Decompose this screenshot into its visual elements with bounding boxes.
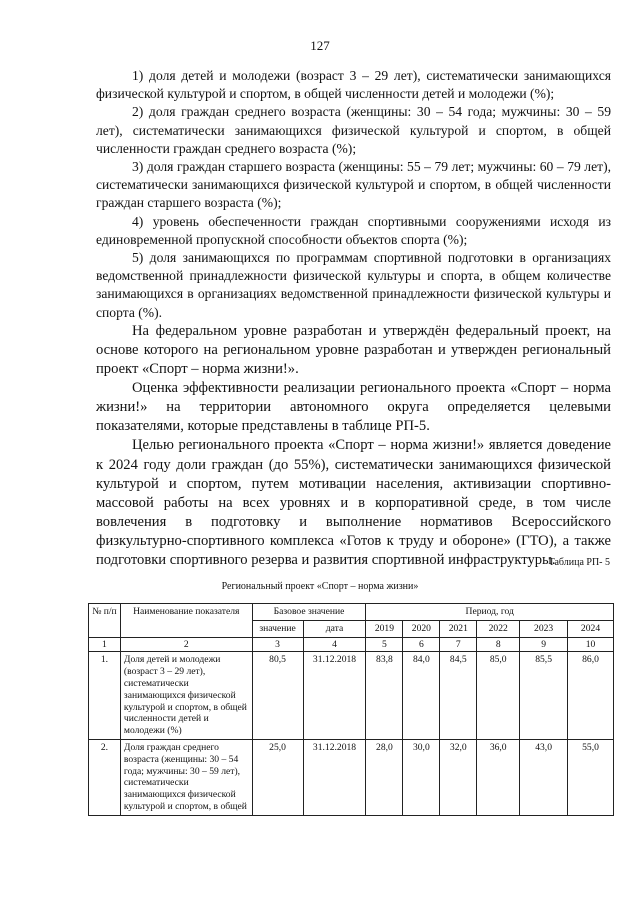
row-year-value: 83,8 [366, 652, 403, 740]
header-year: 2020 [403, 620, 440, 637]
column-number: 6 [403, 637, 440, 652]
column-number: 7 [440, 637, 477, 652]
row-year-value: 32,0 [440, 739, 477, 815]
page-number: 127 [310, 38, 330, 53]
header-year: 2019 [366, 620, 403, 637]
row-indicator-name: Доля детей и молодежи (возраст 3 – 29 лет), систематически занимающихся физической культурой и спортом, в общей численности детей и молодежи (%) [120, 652, 252, 740]
column-number: 9 [520, 637, 568, 652]
header-period: Период, год [366, 604, 614, 621]
paragraph-indicator-2: 2) доля граждан среднего возраста (женщины: 30 – 54 года; мужчины: 30 – 59 лет), систематически занимающихся физической культурой и спортом, в общей численности граждан среднего возраста (%); [96, 104, 611, 156]
table-title: Региональный проект «Спорт – норма жизни» [221, 581, 419, 592]
row-base-value: 80,5 [252, 652, 303, 740]
table-caption: Таблица РП- 5 [548, 557, 610, 568]
column-number: 2 [120, 637, 252, 652]
row-num: 1. [89, 652, 121, 740]
row-year-value: 43,0 [520, 739, 568, 815]
paragraph-efficiency: Оценка эффективности реализации регионального проекта «Спорт – норма жизни!» на территории автономного округа определяется целевыми показателями, которые представлены в таблице РП-5. [96, 380, 611, 435]
header-year: 2021 [440, 620, 477, 637]
header-base-value: значение [252, 620, 303, 637]
row-year-value: 85,5 [520, 652, 568, 740]
row-year-value: 84,5 [440, 652, 477, 740]
row-num: 2. [89, 739, 121, 815]
indicators-table [88, 603, 614, 816]
column-number: 1 [89, 637, 121, 652]
row-year-value: 28,0 [366, 739, 403, 815]
header-num: № п/п [89, 604, 121, 638]
body-text [96, 67, 611, 570]
column-number: 10 [568, 637, 614, 652]
row-year-value: 36,0 [477, 739, 520, 815]
paragraph-indicator-5: 5) доля занимающихся по программам спортивной подготовки в организациях ведомственной принадлежности физической культуры и спорта, в общем количестве занимающихся в организациях ведомственной принадлежности физической культуры и спорта (%). [96, 250, 611, 320]
row-year-value: 85,0 [477, 652, 520, 740]
table-header-row [89, 604, 614, 621]
header-year: 2023 [520, 620, 568, 637]
row-year-value: 30,0 [403, 739, 440, 815]
row-indicator-name: Доля граждан среднего возраста (женщины: 30 – 54 года; мужчины: 30 – 59 лет), систематически занимающихся физической культурой и спортом, в общей [120, 739, 252, 815]
row-year-value: 84,0 [403, 652, 440, 740]
header-year: 2024 [568, 620, 614, 637]
row-year-value: 86,0 [568, 652, 614, 740]
header-year: 2022 [477, 620, 520, 637]
header-base: Базовое значение [252, 604, 366, 621]
row-year-value: 55,0 [568, 739, 614, 815]
column-number: 3 [252, 637, 303, 652]
column-number: 5 [366, 637, 403, 652]
header-base-date: дата [303, 620, 366, 637]
column-number: 4 [303, 637, 366, 652]
column-number: 8 [477, 637, 520, 652]
row-base-date: 31.12.2018 [303, 652, 366, 740]
paragraph-indicator-1: 1) доля детей и молодежи (возраст 3 – 29 лет), систематически занимающихся физической культурой и спортом, в общей численности детей и молодежи (%); [96, 68, 611, 102]
table-row [89, 739, 614, 815]
paragraph-indicator-3: 3) доля граждан старшего возраста (женщины: 55 – 79 лет; мужчины: 60 – 79 лет), систематически занимающихся физической культурой и спортом, в общей численности граждан старшего возраста (%); [96, 159, 611, 211]
paragraph-federal-project: На федеральном уровне разработан и утверждён федеральный проект, на основе которого на региональном уровне разработан и утвержден региональный проект «Спорт – норма жизни!». [96, 322, 611, 378]
paragraph-goal: Целью регионального проекта «Спорт – норма жизни!» является доведение к 2024 году доли граждан (до 55%), систематически занимающихся физической культурой и спортом, путем мотивации населения, активизации спортивно-массовой работы на всех уровнях и в корпоративной среде, в том числе вовлечения в подготовку и выполнение нормативов Всероссийского физкультурно-спортивного комплекса «Готов к труду и обороне» (ГТО), а также подготовки спортивного резерва и развития спортивной инфраструктуры. [96, 437, 611, 568]
row-base-date: 31.12.2018 [303, 739, 366, 815]
header-name: Наименование показателя [120, 604, 252, 638]
table-row [89, 652, 614, 740]
column-number-row [89, 637, 614, 652]
row-base-value: 25,0 [252, 739, 303, 815]
paragraph-indicator-4: 4) уровень обеспеченности граждан спортивными сооружениями исходя из единовременной пропускной способности объектов спорта (%); [96, 213, 611, 247]
